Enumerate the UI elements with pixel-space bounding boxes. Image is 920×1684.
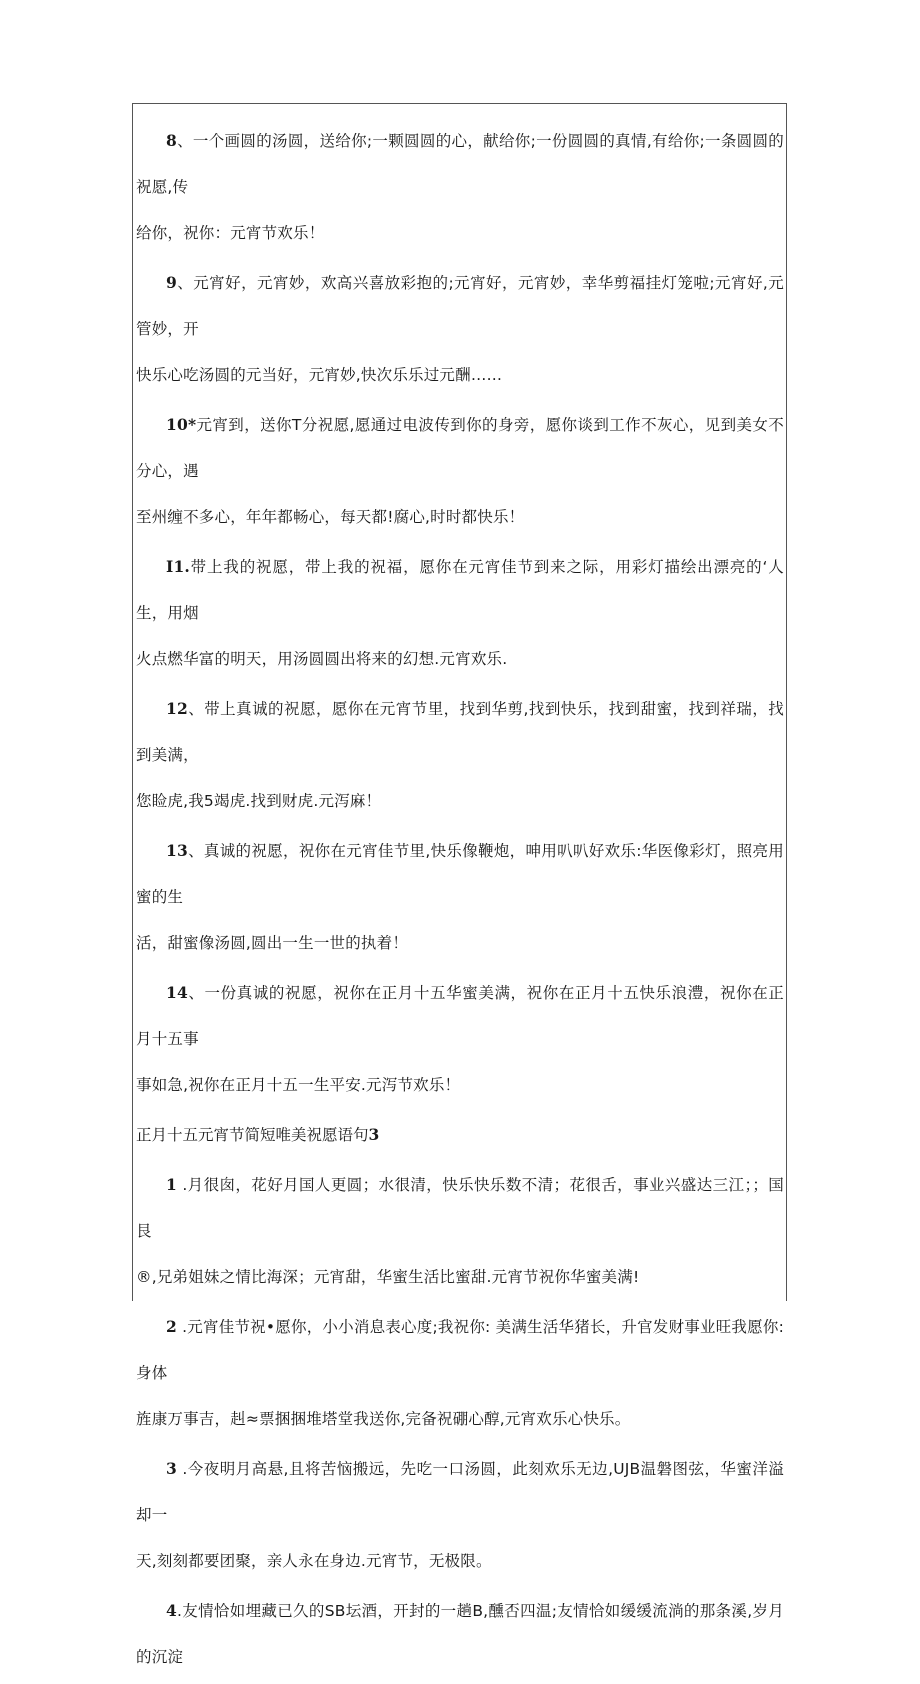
paragraph-continuation: ®,兄弟姐妹之情比海深；元宵甜，华蜜生活比蜜甜.元宵节祝你华蜜美满!	[136, 1268, 640, 1286]
item-number: 2	[166, 1317, 177, 1336]
paragraph-text: 、真诚的祝愿，祝你在元宵佳节里,快乐像鞭炮，呻用叭叭好欢乐:华医像彩灯，照亮用蜜的生	[136, 842, 784, 906]
paragraph-12	[136, 686, 784, 824]
item-number: 10*	[166, 415, 197, 434]
paragraph-continuation: 至州缠不多心，年年都畅心，每天都!腐心,时时都快乐！	[136, 508, 525, 526]
paragraph-continuation: 活，甜蜜像汤圆,圆出一生一世的执着！	[136, 934, 409, 952]
paragraph-11	[136, 544, 784, 682]
paragraph-continuation: 天,刻刻都要团聚，亲人永在身边.元宵节，无极限。	[136, 1552, 492, 1570]
paragraph-continuation: 您睑虎,我5竭虎.找到财虎.元泻麻！	[136, 792, 382, 810]
paragraph-9	[136, 260, 784, 398]
heading-number: 3	[368, 1125, 380, 1144]
item-number: 4	[166, 1601, 177, 1620]
paragraph-text: 带上我的祝愿，带上我的祝福，愿你在元宵佳节到来之际，用彩灯描绘出漂亮的‘人生，用烟	[136, 558, 784, 622]
section-heading	[136, 1112, 784, 1158]
item-number: 14	[166, 983, 188, 1002]
paragraph-continuation: 给你，祝你：元宵节欢乐！	[136, 224, 325, 242]
paragraph-8	[136, 118, 784, 256]
paragraph-10	[136, 402, 784, 540]
paragraph-b3	[136, 1446, 784, 1584]
document-body	[136, 118, 784, 1684]
paragraph-continuation: 火点燃华富的明天，用汤圆圆出将来的幻想.元宵欢乐.	[136, 650, 508, 668]
paragraph-text: .月很囱，花好月国人更圆；水很清，快乐快乐数不清；花很舌，事业兴盛达三江；；国艮	[136, 1176, 784, 1240]
item-number: 12	[166, 699, 188, 718]
paragraph-continuation: 旌康万事吉，赳≈票捆捆堆塔堂我送你,完备祝硼心醇,元宵欢乐心快乐。	[136, 1410, 631, 1428]
item-number: 3	[166, 1459, 177, 1478]
paragraph-b1	[136, 1162, 784, 1300]
paragraph-b4	[136, 1588, 784, 1680]
paragraph-text: 、带上真诚的祝愿，愿你在元宵节里，找到华剪,找到快乐，找到甜蜜，找到祥瑞，找到美满，	[136, 700, 784, 764]
paragraph-text: .今夜明月高悬,且将苦恼搬远，先吃一口汤圆，此刻欢乐无边,UJB温磐图弦，华蜜洋溢却一	[136, 1460, 784, 1524]
heading-text: 正月十五元宵节简短唯美祝愿语句	[136, 1126, 369, 1144]
item-number: 8	[166, 131, 177, 150]
paragraph-text: 、一份真诚的祝愿，祝你在正月十五华蜜美满，祝你在正月十五快乐浪澧，祝你在正月十五事	[136, 984, 784, 1048]
paragraph-text: 、元宵好，元宵妙，欢高兴喜放彩抱的;元宵好，元宵妙，幸华剪福挂灯笼啦;元宵好,元管妙，开	[136, 274, 784, 338]
paragraph-text: .友情恰如埋藏已久的SB坛酒，开封的一趟B,醺否四温;友情恰如缓缓流淌的那条溪,岁月的沉淀	[136, 1602, 784, 1666]
paragraph-text: 、一个画圆的汤圆，送给你;一颗圆圆的心，献给你;一份圆圆的真情,有给你;一条圆圆的祝愿,传	[136, 132, 784, 196]
paragraph-b2	[136, 1304, 784, 1442]
paragraph-text: .元宵佳节祝•愿你，小小消息表心度;我祝你: 美满生活华猪长，升官发财事业旺我愿你: 身体	[136, 1318, 784, 1382]
item-number: 9	[166, 273, 177, 292]
paragraph-text: 元宵到，送你T分祝愿,愿通过电波传到你的身旁，愿你谈到工作不灰心，见到美女不分心，遇	[136, 416, 784, 480]
paragraph-13	[136, 828, 784, 966]
item-number: I1.	[166, 557, 191, 576]
paragraph-continuation: 快乐心吃汤圆的元当好，元宵妙,快次乐乐过元酬……	[136, 366, 503, 384]
paragraph-14	[136, 970, 784, 1108]
paragraph-continuation: 事如急,祝你在正月十五一生平安.元泻节欢乐！	[136, 1076, 461, 1094]
item-number: 1	[166, 1175, 177, 1194]
item-number: 13	[166, 841, 188, 860]
